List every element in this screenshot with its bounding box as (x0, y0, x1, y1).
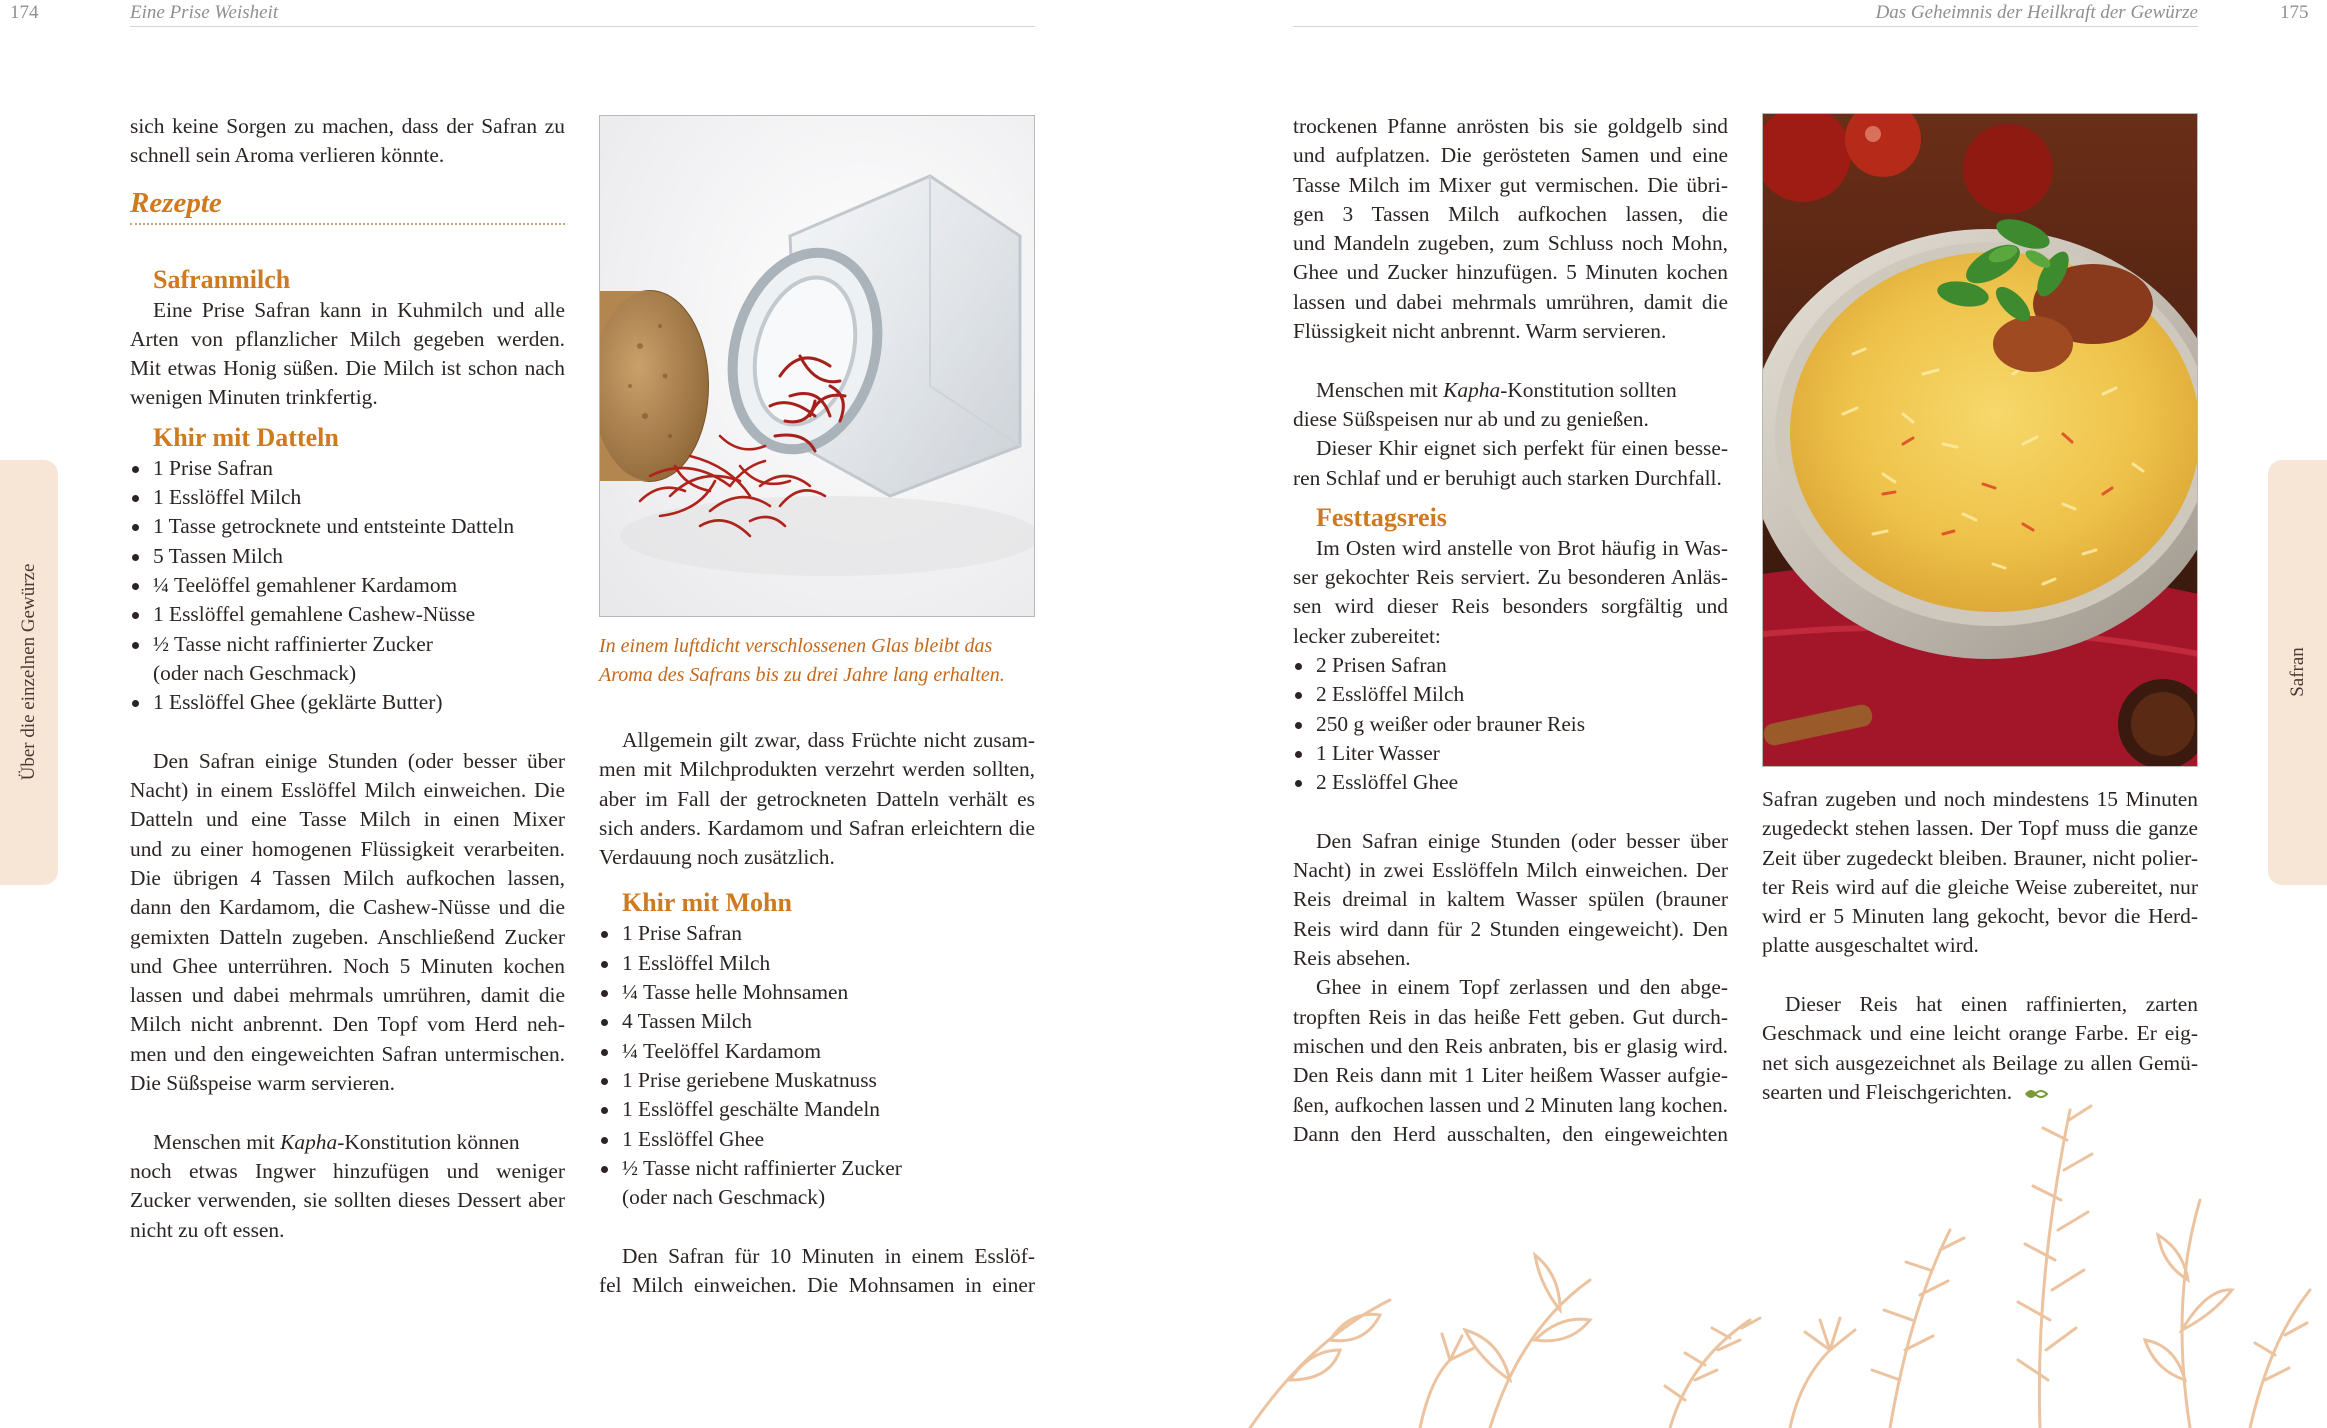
paragraph-line: Milch nicht anbrennt. Den Topf vom Herd neh- (130, 1012, 565, 1037)
ingredient-item: 1 Esslöffel Milch (599, 949, 1035, 978)
paragraph-line: sen wird dieser Reis besonders sorgfältig und (1293, 594, 1728, 619)
paragraph-line: net sich ausgezeichnet als Beilage zu allen Gemü- (1762, 1050, 2198, 1075)
ingredient-item: ¼ Tasse helle Mohnsamen (599, 978, 1035, 1007)
left-side-tab-label: Über die einzelnen Gewürze (18, 563, 39, 781)
recipe-title-safranmilch: Safranmilch (153, 264, 291, 294)
left-page-number: 174 (10, 2, 39, 23)
intro-line: schnell sein Aroma verlieren könnte. (130, 143, 445, 168)
intro-line: sich keine Sorgen zu machen, dass der Safran zu (130, 114, 565, 138)
paragraph-line: sich anders. Kardamom und Safran erleichtern die (599, 815, 1035, 840)
ingredient-item: ½ Tasse nicht raffinierter Zucker (599, 1154, 1035, 1183)
kapha-text: Menschen mit Kapha-Konstitution können (153, 1129, 520, 1154)
ingredient-item: ¼ Teelöffel Kardamom (599, 1037, 1035, 1066)
photo-caption (599, 632, 1039, 690)
right-running-title: Das Geheimnis der Heilkraft der Gewürze (1293, 2, 2198, 27)
kapha-line: Menschen mit Kapha-Konstitution sollten (1316, 377, 1677, 402)
ingredient-item: 2 Prisen Safran (1293, 651, 1728, 680)
herb-illustration-icon (1190, 1080, 2327, 1428)
paragraph-line: diese Süßspeisen nur ab und zu genießen. (1293, 406, 1649, 431)
right-side-tab-label: Safran (2287, 647, 2308, 697)
paragraph-line: Geschmack und eine leicht orange Farbe. Er eig- (1762, 1021, 2198, 1046)
ingredient-item: 1 Esslöffel Ghee (599, 1125, 1035, 1154)
left-running-title: Eine Prise Weisheit (130, 2, 1035, 27)
kapha-line (130, 1128, 565, 1157)
paragraph-line: Den Safran einige Stunden (oder besser über (153, 748, 565, 773)
paragraph-line: men mit Milchprodukten verzehrt werden sollten, (599, 757, 1035, 782)
ingredient-item: 5 Tassen Milch (130, 542, 565, 571)
kapha-term: Kapha (280, 1129, 338, 1154)
paragraph-line: platte ausgeschaltet wird. (1762, 933, 1979, 958)
section-title-rezepte: Rezepte (130, 185, 565, 225)
paragraph-line: Die Süßspeise warm servieren. (130, 1071, 395, 1096)
ingredient-item: 1 Esslöffel Milch (130, 483, 565, 512)
column-3 (1293, 112, 1728, 1149)
paragraph-line: Arten von pflanzlicher Milch gegeben werden. (130, 326, 565, 351)
paragraph-line: fel Milch einweichen. Die Mohnsamen in einer (599, 1273, 1035, 1298)
paragraph-line: Nacht) in zwei Esslöffeln Milch einweichen. Der (1293, 858, 1728, 883)
paragraph-line: trockenen Pfanne anrösten bis sie goldgelb sind (1293, 114, 1728, 138)
ingredient-item: 1 Esslöffel geschälte Mandeln (599, 1095, 1035, 1124)
paragraph-line: searten und Fleischgerichten. (1762, 1078, 2198, 1107)
ingredient-item: 4 Tassen Milch (599, 1007, 1035, 1036)
left-side-tab (0, 460, 58, 885)
ingredient-item: ½ Tasse nicht raffinierter Zucker (130, 630, 565, 659)
paragraph-line: lecker zubereitet: (1293, 623, 1441, 648)
paragraph-line: wird er 5 Minuten lang gekocht, bevor die Herd- (1762, 904, 2198, 929)
right-side-tab (2268, 460, 2327, 885)
paragraph-line: mischen und den Reis anbraten, bis er glasig wird. (1293, 1033, 1728, 1058)
recipe-title-khir-datteln: Khir mit Datteln (153, 422, 339, 452)
paragraph-line: Datteln und eine Tasse Milch in einen Mixer (130, 807, 565, 832)
ingredient-item: 250 g weißer oder brauner Reis (1293, 710, 1728, 739)
ingredient-item: (oder nach Geschmack) (622, 1185, 826, 1210)
paragraph-line: gemixten Datteln zugeben. Anschließend Zucker (130, 924, 565, 949)
ingredient-item: 1 Prise geriebene Muskatnuss (599, 1066, 1035, 1095)
column-4 (1762, 785, 2198, 1107)
recipe-title-festtagsreis: Festtagsreis (1316, 502, 1447, 532)
ingredient-item: 2 Esslöffel Milch (1293, 680, 1728, 709)
kapha-term: Kapha (1443, 377, 1501, 402)
paragraph-line: lassen und dabei mehrmals umrühren, damit die (130, 983, 565, 1008)
saffron-jar-icon (600, 116, 1035, 617)
paragraph-line: Die übrigen 4 Tassen Milch aufkochen lassen, (130, 865, 565, 890)
ingredient-item: ¼ Teelöffel gemahlener Kardamom (130, 571, 565, 600)
paragraph-line: Im Osten wird anstelle von Brot häufig in Was- (1316, 535, 1728, 560)
paragraph-line: gen 3 Tassen Milch aufkochen lassen, die (1293, 201, 1728, 226)
recipe-title-khir-mohn: Khir mit Mohn (622, 888, 792, 918)
paragraph-line: ßen, aufkochen lassen und 2 Minuten lang kochen. (1293, 1092, 1728, 1117)
paragraph-line: ren Schlaf und er beruhigt auch starken Durchfall. (1293, 465, 1722, 490)
caption-line: In einem luftdicht verschlossenen Glas bleibt das (599, 635, 993, 657)
ingredient-item: 2 Esslöffel Ghee (1293, 768, 1728, 797)
saffron-jar-photo (599, 115, 1035, 617)
paragraph-line: Zucker verwenden, sie sollten dieses Dessert aber (130, 1188, 565, 1213)
paragraph-line: Dieser Reis hat einen raffinierten, zarten (1785, 992, 2198, 1017)
paragraph-line: lassen und dabei mehrmals umrühren, damit die (1293, 289, 1728, 314)
paragraph-line: Dann den Herd ausschalten, den eingeweichten (1293, 1121, 1728, 1146)
paragraph-line: dann den Kardamom, die Cashew-Nüsse und die (130, 895, 565, 920)
paragraph-line: und Ghee unterrühren. Noch 5 Minuten kochen (130, 953, 565, 978)
ingredient-item: 1 Prise Safran (599, 919, 1035, 948)
paragraph-line: Verdauung noch zusätzlich. (599, 845, 835, 870)
paragraph-line: Flüssigkeit nicht anbrennt. Warm servieren. (1293, 319, 1667, 344)
paragraph-line: Den Safran einige Stunden (oder besser über (1316, 828, 1728, 853)
paragraph-line: zugedeckt stehen lassen. Der Topf muss die ganze (1762, 816, 2198, 841)
paragraph-line: Eine Prise Safran kann in Kuhmilch und alle (153, 297, 565, 322)
paragraph-line: wenigen Minuten trinkfertig. (130, 385, 378, 410)
paragraph-line: ser gekochter Reis serviert. Zu besonderen Anläs- (1293, 565, 1728, 590)
paragraph-line: nicht zu oft essen. (130, 1217, 285, 1242)
paragraph-line: Allgemein gilt zwar, dass Früchte nicht zusam- (622, 728, 1035, 752)
paragraph-line: und zu einer homogenen Flüssigkeit verarbeiten. (130, 836, 565, 861)
paragraph-line: tropften Reis in das heiße Fett geben. Gut durch- (1293, 1004, 1728, 1029)
paragraph-line: Zeit über zugedeckt bleiben. Brauner, nicht polier- (1762, 845, 2198, 870)
paragraph-line: Tasse Milch im Mixer gut vermischen. Die übri- (1293, 172, 1728, 197)
ingredient-item: 1 Esslöffel gemahlene Cashew-Nüsse (130, 600, 565, 629)
paragraph-line: Reis wird dann für 2 Stunden eingeweicht). Den (1293, 916, 1728, 941)
paragraph-line: Den Reis dann mit 1 Liter heißem Wasser aufgie- (1293, 1063, 1728, 1088)
ingredient-item: 1 Prise Safran (130, 454, 565, 483)
paragraph-line: ter Reis wird auf die gleiche Weise zubereitet, nur (1762, 874, 2198, 899)
paragraph-line: Reis dreimal in kaltem Wasser spülen (brauner (1293, 887, 1728, 912)
column-2 (599, 726, 1035, 1300)
rice-dish-icon (1763, 114, 2198, 767)
paragraph-line: Ghee und Zucker hinzufügen. 5 Minuten kochen (1293, 260, 1728, 285)
ingredient-item: 1 Tasse getrocknete und entsteinte Datteln (130, 512, 565, 541)
ingredient-item: 1 Liter Wasser (1293, 739, 1728, 768)
paragraph-line: aber im Fall der getrockneten Datteln verhält es (599, 786, 1035, 811)
paragraph-line: Den Safran für 10 Minuten in einem Esslöf- (622, 1243, 1035, 1268)
paragraph-line: und Mandeln zugeben, zum Schluss noch Mohn, (1293, 231, 1728, 256)
paragraph-line: und aufplatzen. Die gerösteten Samen und eine (1293, 143, 1728, 168)
paragraph-line: Dieser Khir eignet sich perfekt für einen besse- (1316, 436, 1728, 461)
ingredient-item: (oder nach Geschmack) (153, 660, 357, 685)
right-page-number: 175 (2280, 2, 2309, 23)
paragraph-line: Safran zugeben und noch mindestens 15 Minuten (1762, 787, 2198, 811)
caption-line: Aroma des Safrans bis zu drei Jahre lang erhalten. (599, 664, 1005, 686)
paragraph-line: men und den eingeweichten Safran untermischen. (130, 1041, 565, 1066)
paragraph-line: Reis absehen. (1293, 946, 1411, 971)
paragraph-line: Ghee in einem Topf zerlassen und den abge- (1316, 975, 1728, 1000)
column-1 (130, 112, 565, 1245)
festival-rice-photo (1762, 113, 2198, 767)
ingredient-item: 1 Esslöffel Ghee (geklärte Butter) (130, 688, 565, 717)
paragraph-line: Nacht) in einem Esslöffel Milch einweichen. Die (130, 778, 565, 803)
paragraph-line: Mit etwas Honig süßen. Die Milch ist schon nach (130, 356, 565, 381)
paragraph-line: noch etwas Ingwer hinzufügen und weniger (130, 1158, 565, 1183)
